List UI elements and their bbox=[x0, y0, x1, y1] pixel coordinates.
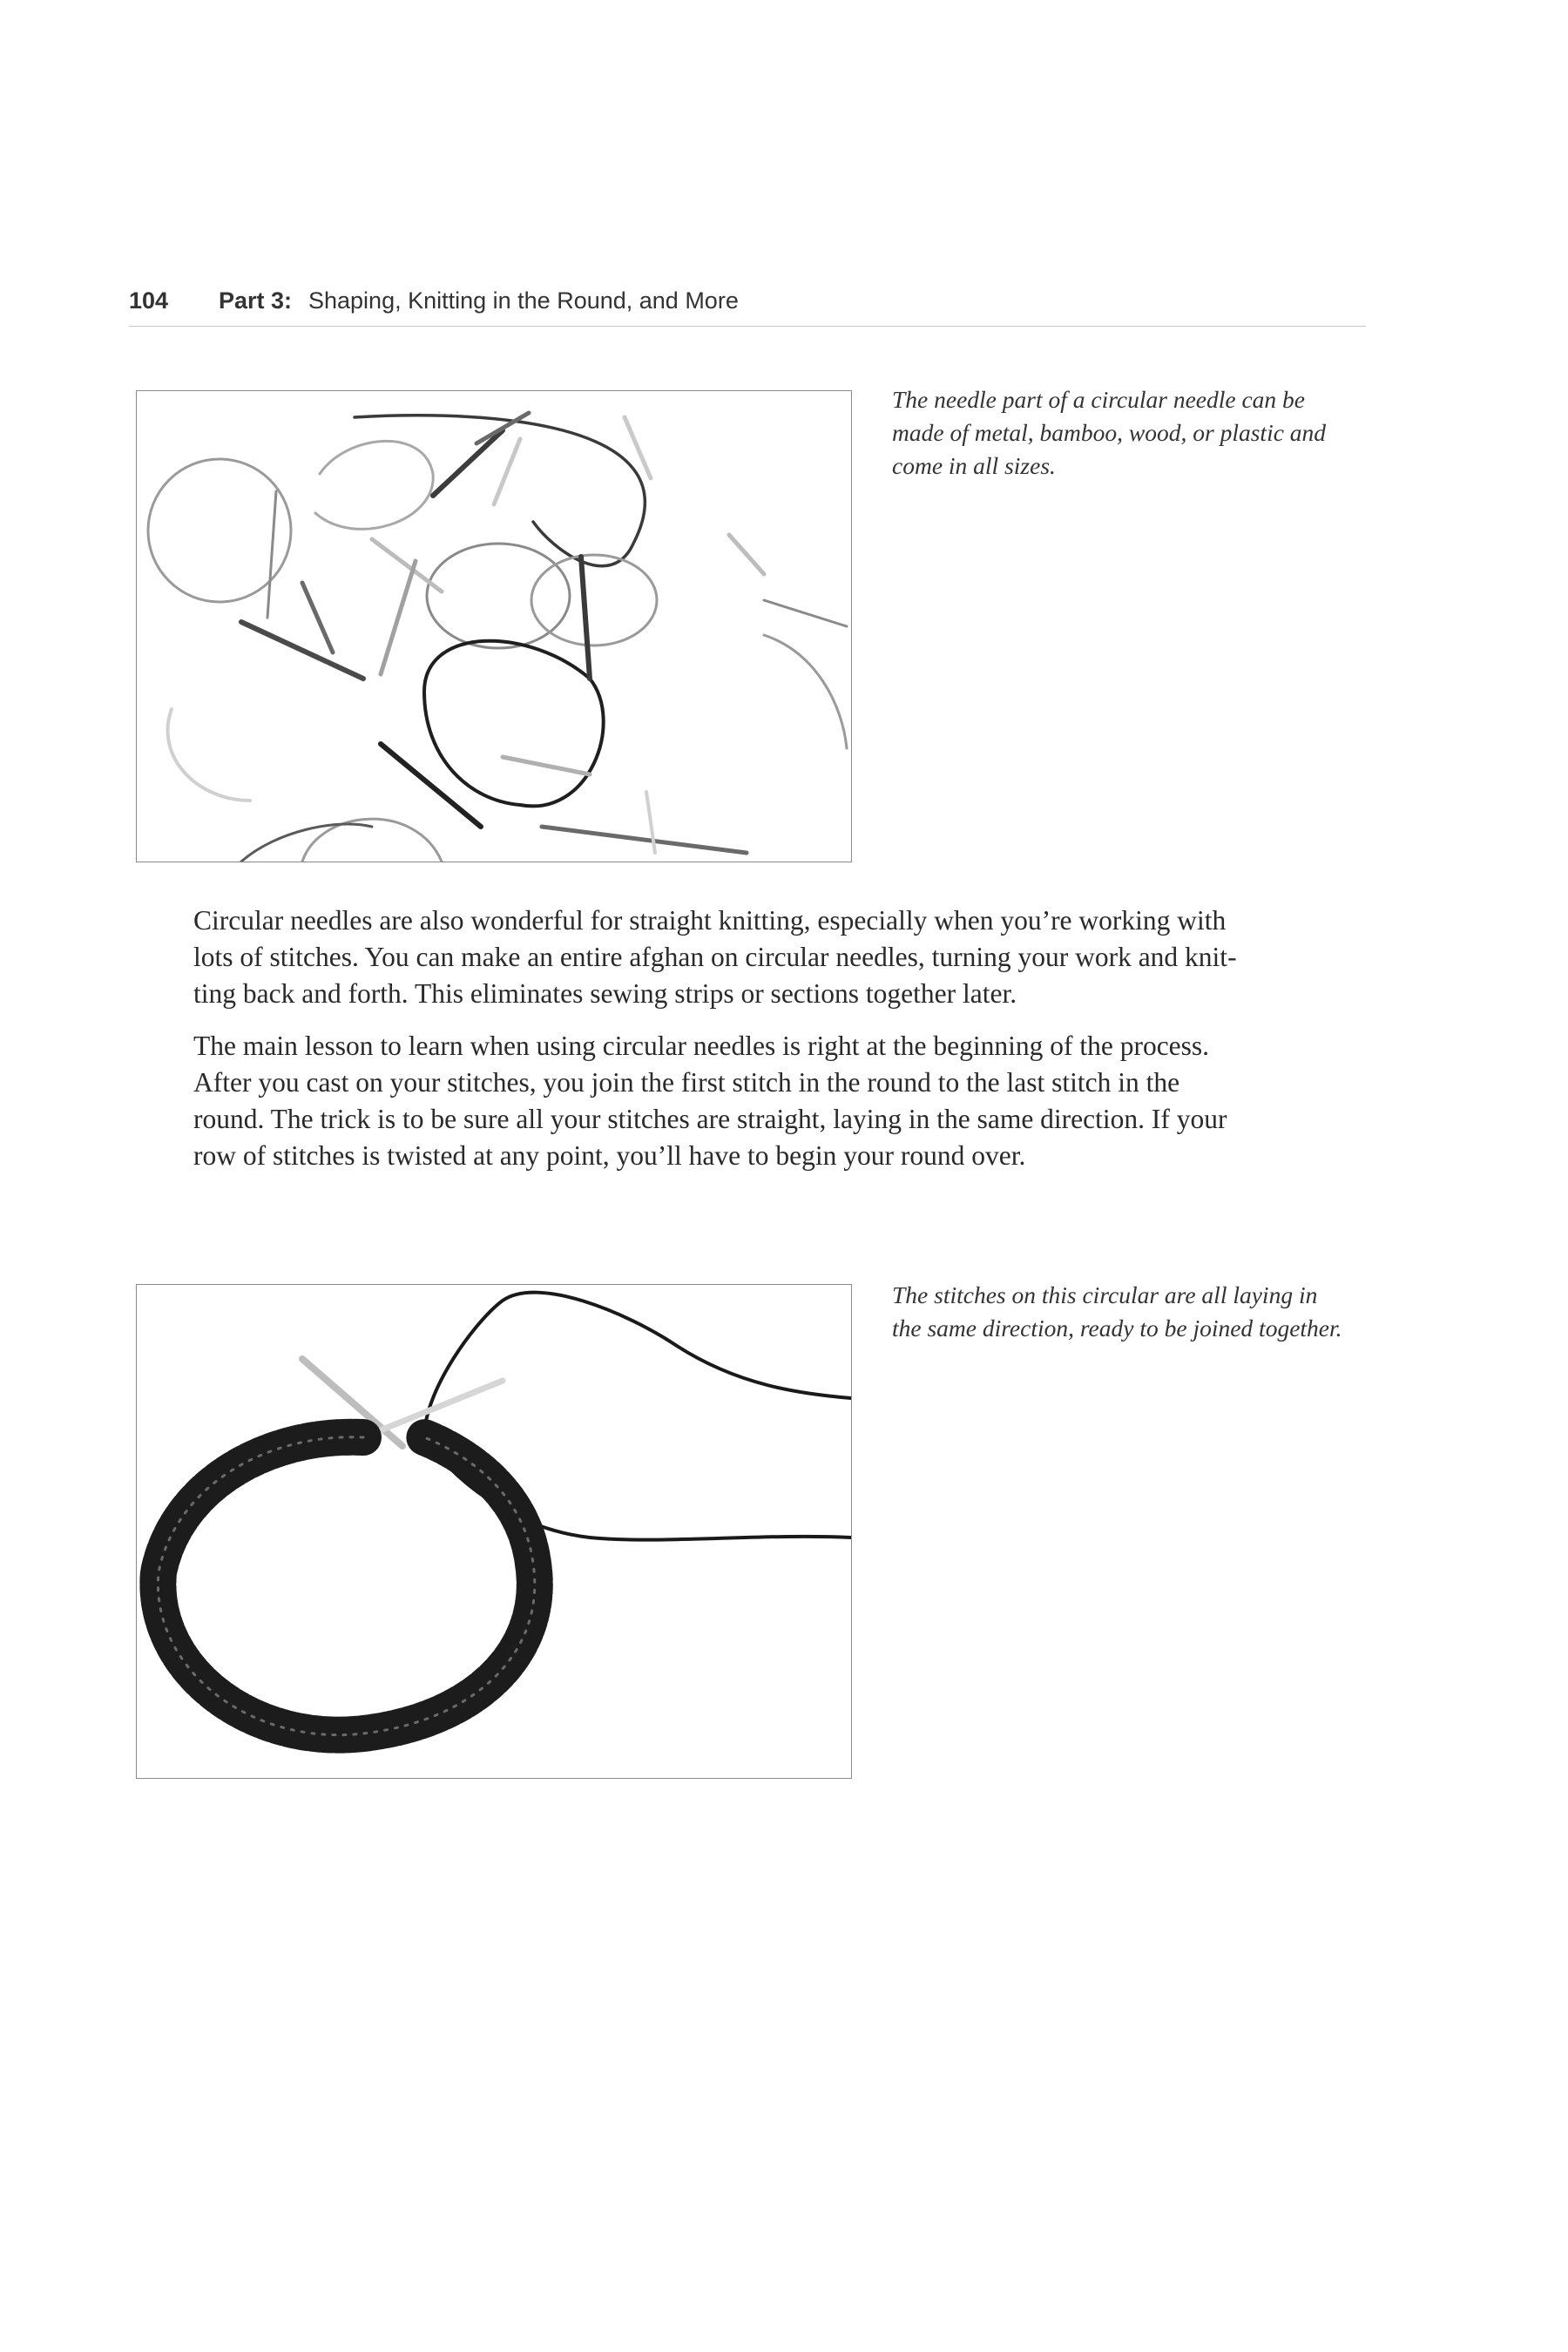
circular-needles-illustration bbox=[137, 391, 851, 862]
paragraph-line: lots of stitches. You can make an entire afghan on circular needles, turning your work and knit- bbox=[193, 942, 1237, 972]
caption-line: the same direction, ready to be joined together. bbox=[892, 1315, 1342, 1342]
paragraph-line: ting back and forth. This eliminates sewing strips or sections together later. bbox=[193, 978, 1017, 1009]
part-label: Part 3: bbox=[219, 287, 293, 314]
cast-on-stitches-photo bbox=[136, 1284, 852, 1779]
paragraph-line: Circular needles are also wonderful for straight knitting, especially when you’re working with bbox=[193, 905, 1227, 936]
running-head bbox=[129, 287, 1366, 327]
paragraph-line: row of stitches is twisted at any point, you’ll have to begin your round over. bbox=[193, 1140, 1026, 1171]
figure-caption-1 bbox=[892, 383, 1380, 483]
cast-on-stitches-illustration bbox=[137, 1285, 851, 1778]
body-paragraph-1 bbox=[193, 902, 1378, 1012]
page-number: 104 bbox=[129, 287, 169, 314]
caption-line: The needle part of a circular needle can be bbox=[892, 386, 1305, 413]
paragraph-line: The main lesson to learn when using circular needles is right at the beginning of the process. bbox=[193, 1031, 1210, 1061]
caption-line: The stitches on this circular are all laying in bbox=[892, 1281, 1318, 1308]
circular-needles-photo bbox=[136, 390, 852, 862]
figure-caption-2 bbox=[892, 1279, 1380, 1345]
caption-line: made of metal, bamboo, wood, or plastic and bbox=[892, 419, 1327, 446]
paragraph-line: round. The trick is to be sure all your stitches are straight, laying in the same direction. If your bbox=[193, 1104, 1227, 1134]
part-title: Shaping, Knitting in the Round, and More bbox=[308, 287, 739, 314]
caption-line: come in all sizes. bbox=[892, 452, 1056, 479]
body-paragraph-2 bbox=[193, 1028, 1378, 1174]
paragraph-line: After you cast on your stitches, you join the first stitch in the round to the last stitch in the bbox=[193, 1067, 1180, 1098]
